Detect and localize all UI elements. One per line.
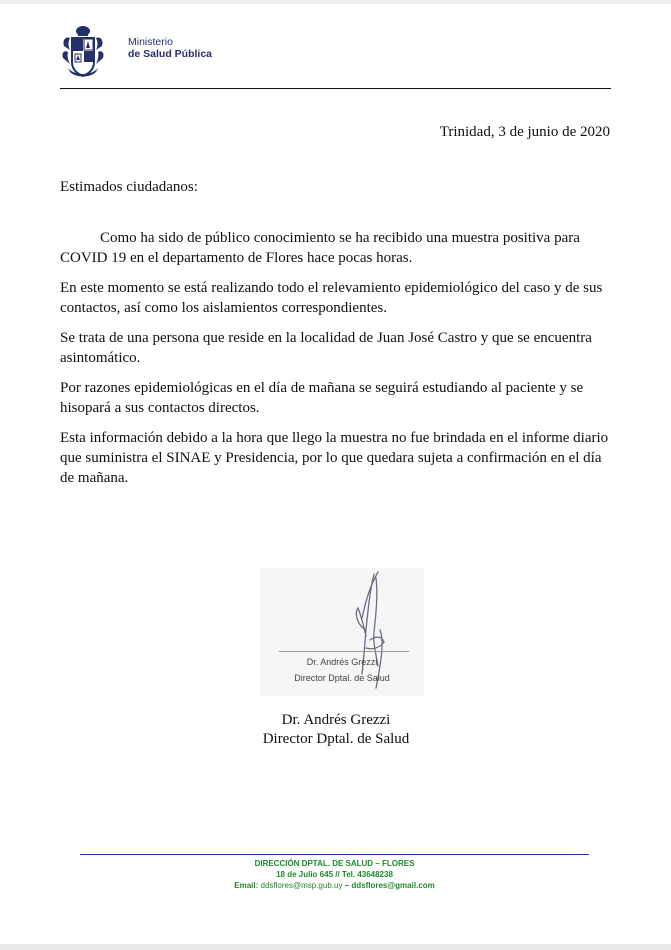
footer-email-secondary[interactable]: ddsflores@gmail.com [351, 881, 435, 890]
ministry-line-2: de Salud Pública [128, 48, 213, 60]
footer-email-separator: – [344, 881, 350, 890]
paragraph-4: Por razones epidemiológicas en el día de mañana se seguirá estudiando al paciente y se hisopará a sus contactos directos. [60, 380, 584, 416]
paragraph-1: Como ha sido de público conocimiento se ha recibido una muestra positiva para COVID 19 en el departamento de Flores hace pocas horas. [60, 230, 580, 266]
footer-email-primary[interactable]: ddsflores@msp.gub.uy [260, 881, 343, 890]
coat-of-arms-icon [60, 24, 106, 80]
signer-block [200, 711, 472, 749]
letter-greeting: Estimados ciudadanos: [60, 179, 198, 195]
letterhead-footer [80, 858, 589, 891]
paragraph-5: Esta información debido a la hora que llego la muestra no fue brindada en el informe diario que suministra el SINAE y Presidencia, por lo que quedara sujeta a confirmación en el día de mañana. [60, 430, 609, 486]
paragraph-3: Se trata de una persona que reside en la localidad de Juan José Castro y que se encuentra asintomático. [60, 330, 592, 366]
signature-stamp-name: Dr. Andrés Grezzi [306, 657, 378, 667]
footer-office: DIRECCIÓN DPTAL. DE SALUD – FLORES [254, 859, 415, 868]
signature-line [279, 651, 409, 652]
letter-body [60, 228, 613, 498]
letter-date: Trinidad, 3 de junio de 2020 [439, 124, 610, 140]
page-top-edge [0, 0, 671, 4]
page-bottom-edge [0, 944, 671, 950]
footer-divider [80, 854, 589, 855]
ministry-line-1: Ministerio [128, 36, 173, 48]
signature-stamp-title: Director Dptal. de Salud [294, 673, 390, 683]
header-divider [60, 88, 611, 89]
ministry-logo-text [128, 36, 212, 60]
footer-email-line [80, 880, 589, 891]
paragraph-2: En este momento se está realizando todo el relevamiento epidemiológico del caso y de sus contactos, así como los aislamientos correspondientes. [60, 280, 603, 316]
signer-name: Dr. Andrés Grezzi [281, 712, 391, 728]
footer-address: 18 de Julio 645 // Tel. 43648238 [276, 870, 393, 879]
footer-email-label: Email: [234, 881, 259, 890]
signer-title: Director Dptal. de Salud [262, 731, 410, 747]
